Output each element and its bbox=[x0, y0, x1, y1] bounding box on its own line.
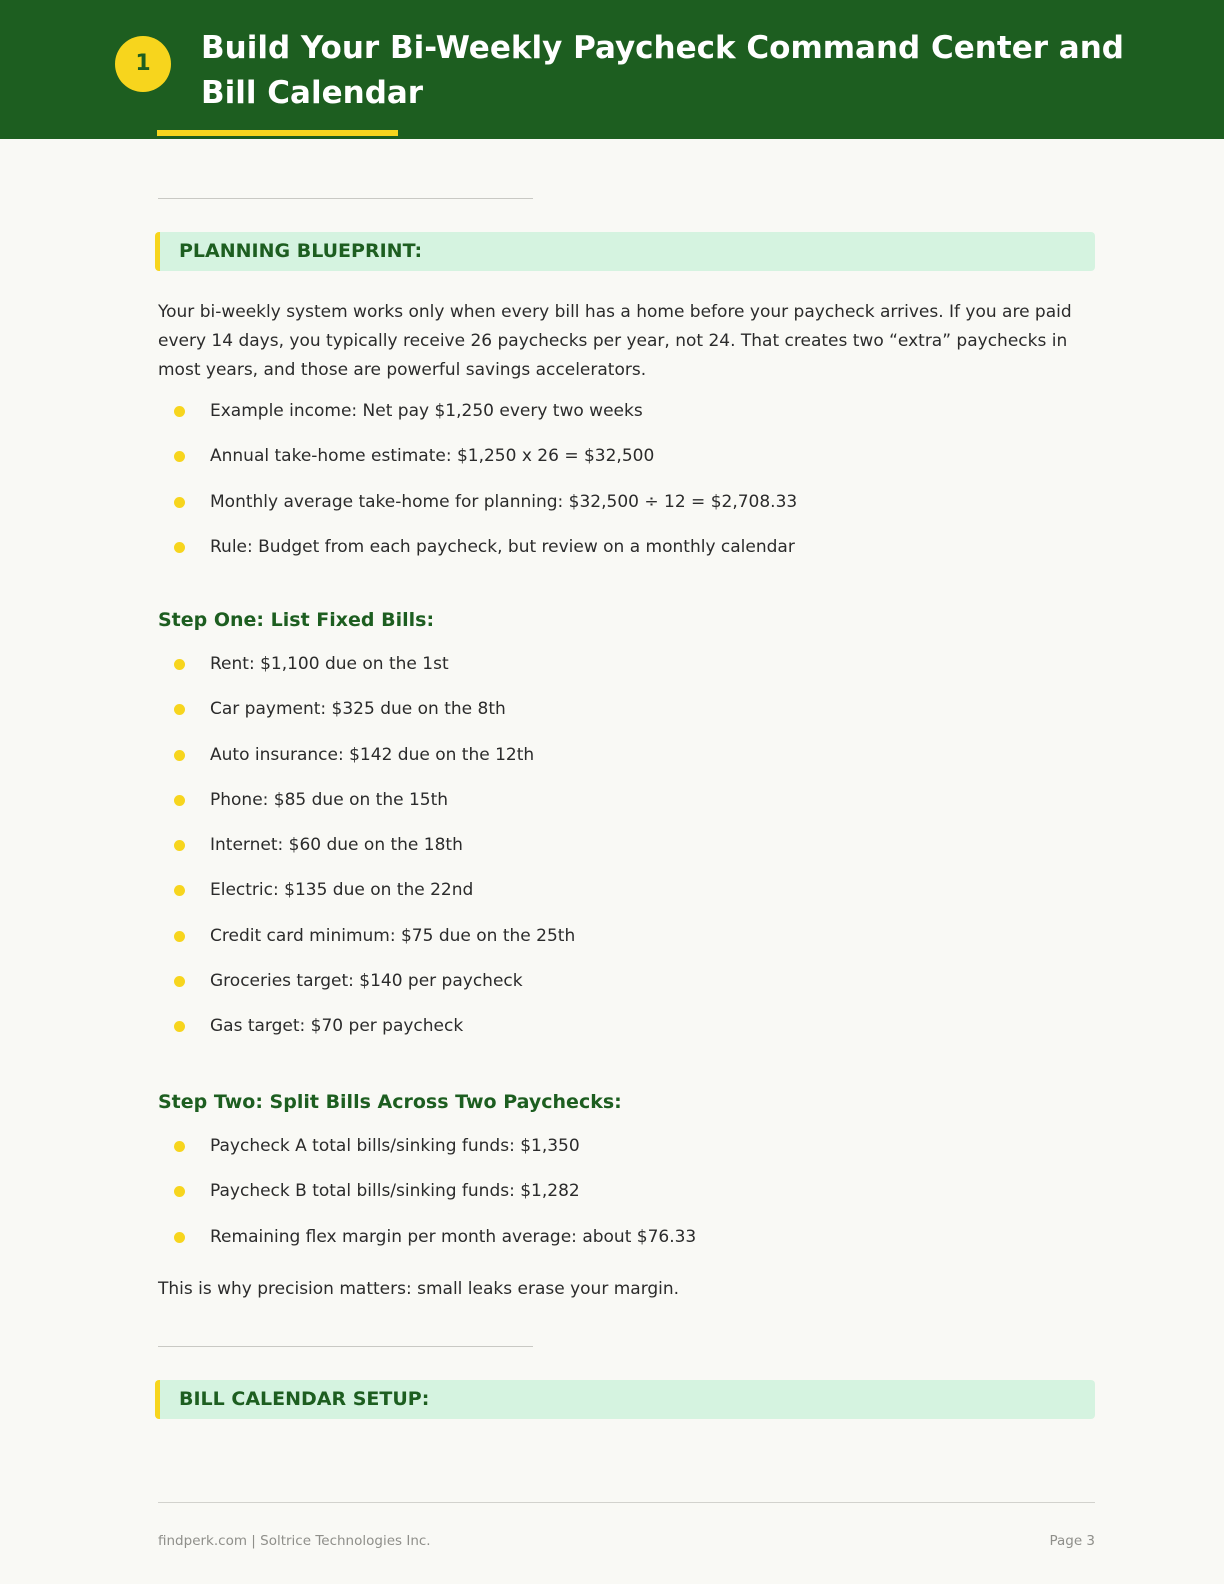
bullet-dot bbox=[174, 704, 185, 715]
paycheck-split-list bbox=[158, 1134, 1078, 1270]
footer-source: findperk.com | Soltrice Technologies Inc. bbox=[158, 1533, 431, 1549]
bullet-dot bbox=[174, 840, 185, 851]
list-item: Car payment: $325 due on the 8th bbox=[158, 697, 1078, 742]
section-divider bbox=[158, 1346, 533, 1347]
bullet-dot bbox=[174, 451, 185, 462]
bullet-dot bbox=[174, 1186, 185, 1197]
list-item: Auto insurance: $142 due on the 12th bbox=[158, 743, 1078, 788]
bullet-dot bbox=[174, 659, 185, 670]
planning-blueprint-heading: PLANNING BLUEPRINT: bbox=[155, 232, 1095, 271]
chapter-title: Build Your Bi-Weekly Paycheck Command Center and Bill Calendar bbox=[201, 30, 1124, 111]
title-accent-underline bbox=[157, 130, 398, 136]
bill-calendar-heading: BILL CALENDAR SETUP: bbox=[155, 1380, 1095, 1419]
footer-divider bbox=[158, 1502, 1095, 1503]
list-item: Electric: $135 due on the 22nd bbox=[158, 878, 1078, 923]
bullet-dot bbox=[174, 885, 185, 896]
fixed-bills-list bbox=[158, 652, 1078, 1060]
list-item: Remaining flex margin per month average: about $76.33 bbox=[158, 1225, 1078, 1270]
bullet-dot bbox=[174, 750, 185, 761]
bullet-dot bbox=[174, 795, 185, 806]
list-item: Example income: Net pay $1,250 every two weeks bbox=[158, 399, 1078, 444]
bullet-dot bbox=[174, 931, 185, 942]
list-item: Paycheck A total bills/sinking funds: $1,350 bbox=[158, 1134, 1078, 1179]
list-item: Annual take-home estimate: $1,250 x 26 = $32,500 bbox=[158, 444, 1078, 489]
bullet-dot bbox=[174, 406, 185, 417]
step-one-heading: Step One: List Fixed Bills: bbox=[158, 609, 435, 631]
chapter-number-badge: 1 bbox=[115, 36, 171, 92]
planning-blueprint-intro: Your bi-weekly system works only when every bill has a home before your paycheck arrives. If you are paid every 14 days, you typically receive 26 paychecks per year, not 24. That creates two “extra” paychecks in most years, and those are powerful savings accelerators. bbox=[158, 302, 1072, 380]
list-item: Internet: $60 due on the 18th bbox=[158, 833, 1078, 878]
bullet-dot bbox=[174, 1232, 185, 1243]
list-item: Paycheck B total bills/sinking funds: $1,282 bbox=[158, 1179, 1078, 1224]
list-item: Groceries target: $140 per paycheck bbox=[158, 969, 1078, 1014]
list-item: Rule: Budget from each paycheck, but review on a monthly calendar bbox=[158, 535, 1078, 580]
page-number: Page 3 bbox=[1049, 1533, 1095, 1549]
bullet-dot bbox=[174, 976, 185, 987]
bullet-dot bbox=[174, 1141, 185, 1152]
bullet-dot bbox=[174, 1021, 185, 1032]
step-two-closing: This is why precision matters: small leaks erase your margin. bbox=[158, 1279, 680, 1299]
bullet-dot bbox=[174, 497, 185, 508]
section-divider bbox=[158, 198, 533, 199]
bullet-dot bbox=[174, 542, 185, 553]
list-item: Monthly average take-home for planning: $32,500 ÷ 12 = $2,708.33 bbox=[158, 490, 1078, 535]
list-item: Gas target: $70 per paycheck bbox=[158, 1014, 1078, 1059]
list-item: Credit card minimum: $75 due on the 25th bbox=[158, 924, 1078, 969]
planning-blueprint-list bbox=[158, 399, 1078, 580]
list-item: Phone: $85 due on the 15th bbox=[158, 788, 1078, 833]
step-two-heading: Step Two: Split Bills Across Two Paychecks: bbox=[158, 1091, 622, 1113]
chapter-header bbox=[0, 0, 1224, 139]
list-item: Rent: $1,100 due on the 1st bbox=[158, 652, 1078, 697]
